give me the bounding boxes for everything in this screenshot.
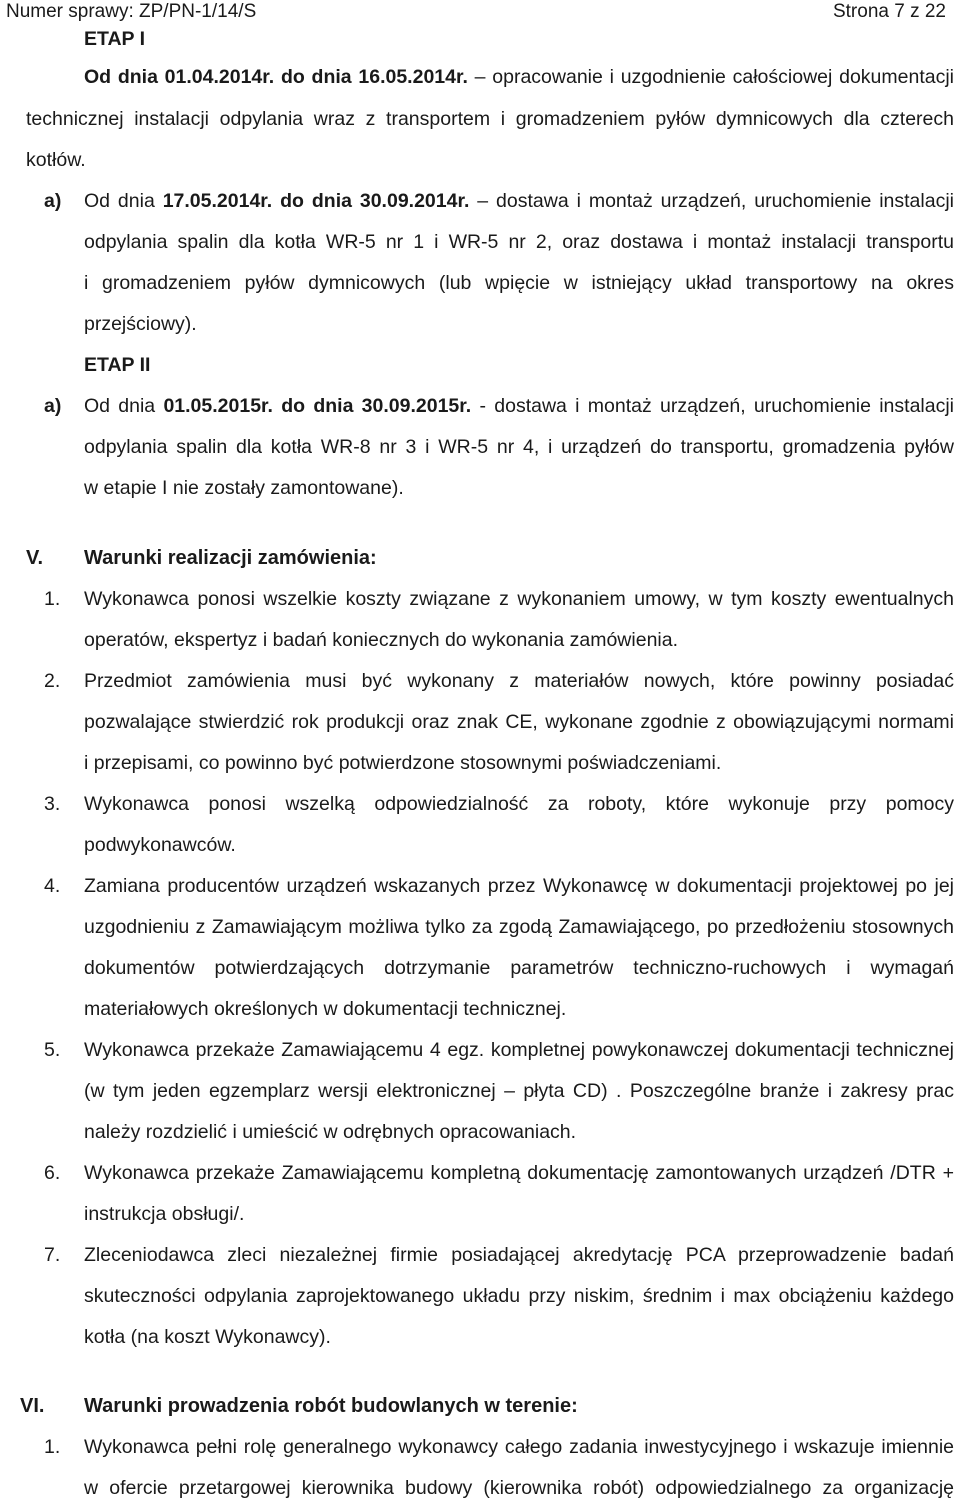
section-5-item-2-line-3: i przepisami, co powinno być potwierdzone stosownymi poświadczeniami. bbox=[84, 752, 722, 774]
stage-1-a-line-2: odpylania spalin dla kotła WR-5 nr 1 i WR-5 nr 2, oraz dostawa i montaż instalacji transportu bbox=[84, 231, 954, 253]
section-5-item-4-line-2: uzgodnieniu z Zamawiającym możliwa tylko za zgodą Zamawiającego, po przedłożeniu stosownych bbox=[84, 916, 954, 938]
section-5-number: V. bbox=[26, 547, 44, 569]
section-5-item-4-number: 4. bbox=[44, 875, 61, 897]
case-number: Numer sprawy: ZP/PN-1/14/S bbox=[6, 1, 257, 22]
stage-2-a-line-1: Od dnia 01.05.2015r. do dnia 30.09.2015r. - dostawa i montaż urządzeń, uruchomienie instalacji bbox=[84, 395, 954, 417]
section-5-item-1-line-1: Wykonawca ponosi wszelkie koszty związane z wykonaniem umowy, w tym koszty ewentualnych bbox=[84, 588, 954, 610]
section-6-number: VI. bbox=[20, 1395, 45, 1417]
stage-1-a-date: 17.05.2014r. do dnia 30.09.2014r. bbox=[162, 190, 470, 212]
section-5-item-5-number: 5. bbox=[44, 1039, 61, 1061]
section-6-item-1-line-1: Wykonawca pełni rolę generalnego wykonawcy całego zadania inwestycyjnego i wskazuje imiennie bbox=[84, 1436, 954, 1458]
section-5-item-7-line-3: kotła (na koszt Wykonawcy). bbox=[84, 1326, 331, 1348]
section-5-item-3-line-2: podwykonawców. bbox=[84, 834, 236, 856]
stage-1-intro-line-1: Od dnia 01.04.2014r. do dnia 16.05.2014r. – opracowanie i uzgodnienie całościowej dokumentacji bbox=[84, 66, 954, 88]
section-5-item-6-line-2: instrukcja obsługi/. bbox=[84, 1203, 245, 1225]
section-5-item-4-line-1: Zamiana producentów urządzeń wskazanych przez Wykonawcę w dokumentacji projektowej po jej bbox=[84, 875, 954, 897]
section-5-item-4-line-4: materiałowych określonych w dokumentacji technicznej. bbox=[84, 998, 567, 1020]
stage-1-intro-line-2: technicznej instalacji odpylania wraz z transportem i gromadzeniem pyłów dymnicowych dla czterech bbox=[26, 108, 954, 130]
section-5-item-5-line-1: Wykonawca przekaże Zamawiającemu 4 egz. kompletnej powykonawczej dokumentacji technicznej bbox=[84, 1039, 954, 1061]
section-5-item-1-number: 1. bbox=[44, 588, 61, 610]
section-5-item-7-number: 7. bbox=[44, 1244, 61, 1266]
stage-2-title: ETAP II bbox=[84, 354, 151, 376]
section-5-item-5-line-2: (w tym jeden egzemplarz wersji elektronicznej – płyta CD) . Poszczególne branże i zakresy prac bbox=[84, 1080, 954, 1102]
stage-2-a-line-2: odpylania spalin dla kotła WR-8 nr 3 i WR-5 nr 4, i urządzeń do transportu, gromadzenia pyłów bbox=[84, 436, 954, 458]
section-5-item-7-line-1: Zleceniodawca zleci niezależnej firmie posiadającej akredytację PCA przeprowadzenie badań bbox=[84, 1244, 954, 1266]
section-5-title: Warunki realizacji zamówienia: bbox=[84, 547, 377, 569]
stage-1-a-marker: a) bbox=[44, 190, 62, 212]
section-5-item-1-line-2: operatów, ekspertyz i badań koniecznych do wykonania zamówienia. bbox=[84, 629, 679, 651]
stage-1-a-line-3: i gromadzeniem pyłów dymnicowych (lub wpięcie w istniejący układ transportowy na okres bbox=[84, 272, 954, 294]
stage-2-a-marker: a) bbox=[44, 395, 62, 417]
section-5-item-5-line-3: należy rozdzielić i umieścić w odrębnych opracowaniach. bbox=[84, 1121, 577, 1143]
section-5-item-2-number: 2. bbox=[44, 670, 61, 692]
stage-1-intro-line-3: kotłów. bbox=[26, 149, 86, 171]
stage-1-a-line-4: przejściowy). bbox=[84, 313, 197, 335]
section-5-item-7-line-2: skuteczności odpylania zaprojektowanego układu przy niskim, średnim i max obciążeniu każdego bbox=[84, 1285, 954, 1307]
section-6-item-1-number: 1. bbox=[44, 1436, 61, 1458]
stage-1-intro-date: Od dnia 01.04.2014r. do dnia 16.05.2014r. bbox=[84, 66, 468, 88]
section-5-item-4-line-3: dokumentów potwierdzających dotrzymanie parametrów techniczno-ruchowych i wymagań bbox=[84, 957, 954, 979]
stage-1-a-line-1: Od dnia 17.05.2014r. do dnia 30.09.2014r. – dostawa i montaż urządzeń, uruchomienie instalacji bbox=[84, 190, 954, 212]
section-5-item-3-number: 3. bbox=[44, 793, 61, 815]
stage-1-title: ETAP I bbox=[84, 28, 146, 50]
stage-2-a-line-3: w etapie I nie zostały zamontowane). bbox=[84, 477, 404, 499]
section-5-item-3-line-1: Wykonawca ponosi wszelką odpowiedzialność za roboty, które wykonuje przy pomocy bbox=[84, 793, 954, 815]
section-5-item-2-line-2: pozwalające stwierdzić rok produkcji oraz znak CE, wykonane zgodnie z obowiązującymi normami bbox=[84, 711, 954, 733]
section-5-item-6-line-1: Wykonawca przekaże Zamawiającemu kompletną dokumentację zamontowanych urządzeń /DTR + bbox=[84, 1162, 954, 1184]
section-6-title: Warunki prowadzenia robót budowlanych w terenie: bbox=[84, 1395, 578, 1417]
stage-2-a-date: 01.05.2015r. do dnia 30.09.2015r. bbox=[163, 395, 472, 417]
page-number: Strona 7 z 22 bbox=[832, 1, 946, 22]
section-5-item-6-number: 6. bbox=[44, 1162, 61, 1184]
section-5-item-2-line-1: Przedmiot zamówienia musi być wykonany z materiałów nowych, które powinny posiadać bbox=[84, 670, 954, 692]
section-6-item-1-line-2: w ofercie przetargowej kierownika budowy (kierownika robót) odpowiedzialnego za organizację bbox=[84, 1477, 954, 1499]
